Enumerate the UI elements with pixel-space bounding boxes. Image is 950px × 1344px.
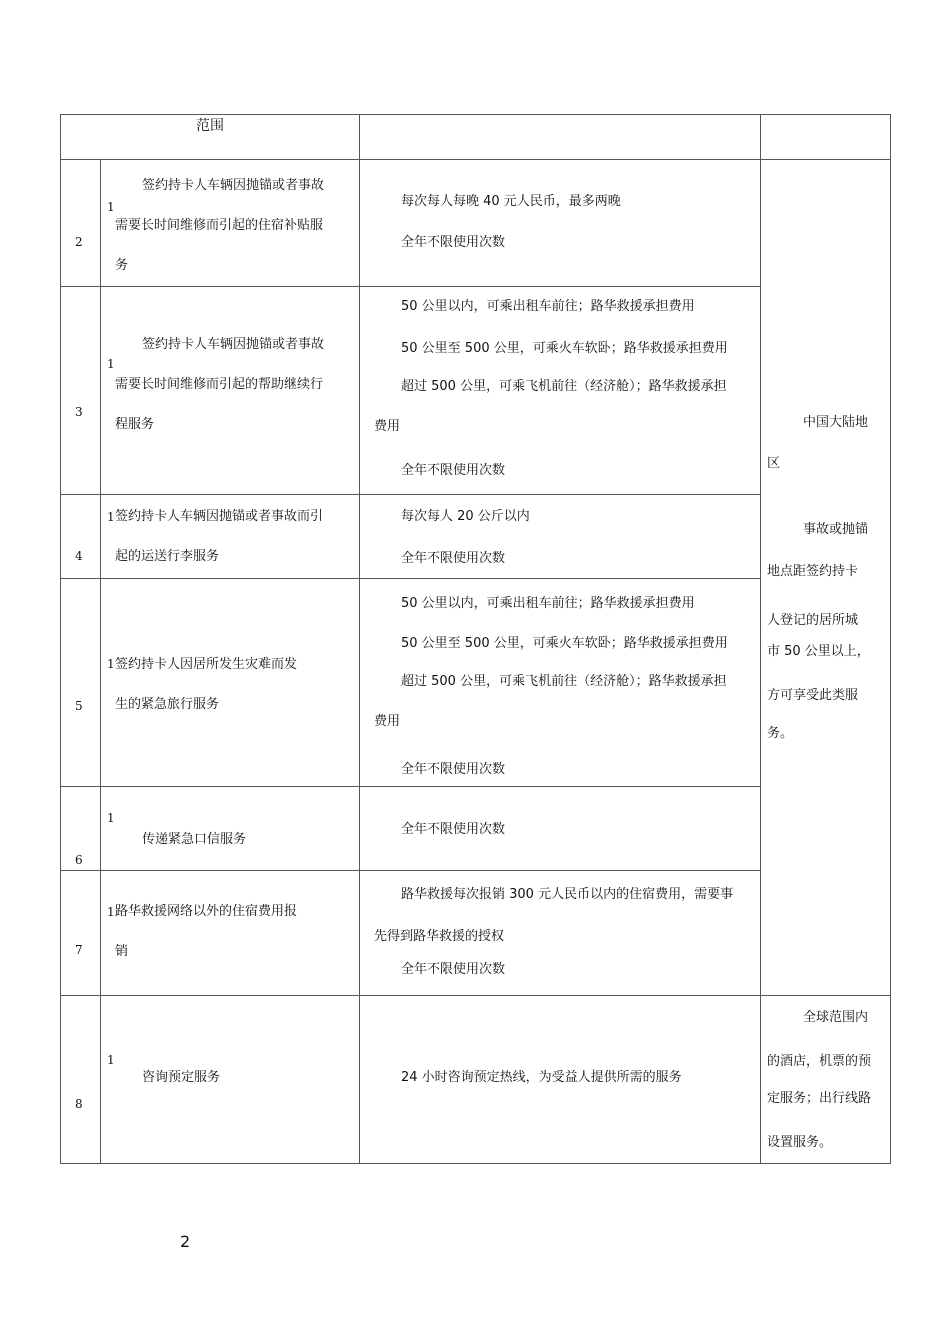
sub-number: 1 bbox=[107, 1053, 115, 1067]
coverage-mainland-cell bbox=[761, 160, 891, 996]
service-name-line: 路华救援网络以外的住宿费用报 bbox=[115, 904, 298, 919]
header-cell-empty bbox=[761, 115, 891, 160]
service-name-line: 生的紧急旅行服务 bbox=[115, 697, 220, 712]
service-desc-cell bbox=[360, 579, 761, 787]
service-name-cell bbox=[101, 160, 360, 287]
coverage-line: 的酒店，机票的预 bbox=[767, 1054, 872, 1069]
table-row bbox=[61, 996, 891, 1164]
sub-number: 1 bbox=[107, 657, 115, 671]
table-header-row bbox=[61, 115, 891, 160]
service-desc-line: 50 公里至 500 公里，可乘火车软卧；路华救援承担费用 bbox=[401, 636, 728, 651]
row-number-cell bbox=[61, 579, 101, 787]
service-name bbox=[115, 1058, 345, 1098]
service-desc-line: 50 公里至 500 公里，可乘火车软卧；路华救援承担费用 bbox=[401, 341, 728, 356]
row-number-cell bbox=[61, 996, 101, 1164]
service-name-line: 签约持卡人车辆因抛锚或者事故 bbox=[142, 178, 325, 193]
service-desc-line: 路华救援每次报销 300 元人民币以内的住宿费用，需要事 bbox=[401, 887, 734, 902]
service-desc-line: 50 公里以内，可乘出租车前往；路华救援承担费用 bbox=[401, 596, 695, 611]
service-name-cell bbox=[101, 996, 360, 1164]
row-number: 3 bbox=[75, 405, 83, 419]
sub-number: 1 bbox=[107, 357, 115, 371]
row-number: 5 bbox=[75, 699, 83, 713]
coverage-line: 设置服务。 bbox=[767, 1135, 833, 1150]
service-desc-line: 全年不限使用次数 bbox=[401, 235, 506, 250]
service-name-cell bbox=[101, 787, 360, 871]
coverage-line: 方可享受此类服 bbox=[767, 688, 859, 703]
service-name-line: 咨询预定服务 bbox=[142, 1070, 221, 1085]
coverage-line: 区 bbox=[767, 456, 781, 471]
table-row bbox=[61, 160, 891, 287]
scope-header: 范围 bbox=[196, 118, 224, 134]
service-name bbox=[115, 645, 345, 725]
service-desc-cell bbox=[360, 787, 761, 871]
service-desc-cell bbox=[360, 871, 761, 996]
coverage-line: 人登记的居所城 bbox=[767, 613, 859, 628]
row-number: 6 bbox=[75, 853, 83, 867]
coverage-line: 全球范围内 bbox=[803, 1010, 869, 1025]
row-number: 2 bbox=[75, 235, 83, 249]
service-desc-line: 50 公里以内，可乘出租车前往；路华救援承担费用 bbox=[401, 299, 695, 314]
service-desc-cell bbox=[360, 495, 761, 579]
sub-number: 1 bbox=[107, 510, 115, 524]
service-name-line: 签约持卡人车辆因抛锚或者事故而引 bbox=[115, 509, 324, 524]
service-name-cell bbox=[101, 287, 360, 495]
header-cell-empty bbox=[360, 115, 761, 160]
sub-number: 1 bbox=[107, 905, 115, 919]
service-name bbox=[115, 166, 345, 286]
service-name-line: 需要长时间维修而引起的帮助继续行 bbox=[115, 377, 324, 392]
row-number: 7 bbox=[75, 943, 83, 957]
service-name-line: 传递紧急口信服务 bbox=[142, 832, 247, 847]
service-name-line: 务 bbox=[115, 258, 129, 273]
coverage-line: 事故或抛锚 bbox=[803, 522, 869, 537]
row-number: 4 bbox=[75, 549, 83, 563]
service-name bbox=[115, 892, 345, 972]
service-name-cell bbox=[101, 871, 360, 996]
row-number-cell bbox=[61, 495, 101, 579]
service-desc-line: 每次每人 20 公斤以内 bbox=[401, 509, 530, 524]
service-desc-line: 先得到路华救援的授权 bbox=[374, 929, 505, 944]
service-name-line: 签约持卡人车辆因抛锚或者事故 bbox=[142, 337, 325, 352]
service-desc-line: 费用 bbox=[374, 714, 401, 729]
service-name bbox=[115, 325, 345, 445]
service-desc-cell bbox=[360, 160, 761, 287]
sub-number: 1 bbox=[107, 811, 115, 825]
service-name-line: 签约持卡人因居所发生灾难而发 bbox=[115, 657, 298, 672]
row-number-cell bbox=[61, 287, 101, 495]
coverage-line: 中国大陆地 bbox=[803, 415, 869, 430]
service-name bbox=[115, 820, 345, 860]
coverage-line: 地点距签约持卡 bbox=[767, 564, 859, 579]
service-name-line: 销 bbox=[115, 944, 129, 959]
service-desc-line: 全年不限使用次数 bbox=[401, 463, 506, 478]
coverage-global-cell bbox=[761, 996, 891, 1164]
service-name-cell bbox=[101, 579, 360, 787]
service-desc-line: 超过 500 公里，可乘飞机前往（经济舱）；路华救援承担 bbox=[401, 674, 727, 689]
row-number: 8 bbox=[75, 1097, 83, 1111]
service-desc-line: 全年不限使用次数 bbox=[401, 762, 506, 777]
coverage-line: 市 50 公里以上， bbox=[767, 644, 870, 659]
coverage-line: 定服务；出行线路 bbox=[767, 1091, 872, 1106]
page-number: 2 bbox=[180, 1232, 191, 1251]
service-desc-line: 全年不限使用次数 bbox=[401, 551, 506, 566]
service-name-line: 起的运送行李服务 bbox=[115, 549, 220, 564]
row-number-cell bbox=[61, 787, 101, 871]
sub-number: 1 bbox=[107, 200, 115, 214]
service-desc-line: 24 小时咨询预定热线，为受益人提供所需的服务 bbox=[401, 1070, 682, 1085]
coverage-line: 务。 bbox=[767, 726, 794, 741]
service-desc-line: 超过 500 公里，可乘飞机前往（经济舱）；路华救援承担 bbox=[401, 379, 727, 394]
service-table bbox=[60, 114, 891, 1164]
service-desc-line: 全年不限使用次数 bbox=[401, 962, 506, 977]
service-desc-line: 每次每人每晚 40 元人民币，最多两晚 bbox=[401, 194, 621, 209]
service-desc-line: 全年不限使用次数 bbox=[401, 822, 506, 837]
service-desc-cell bbox=[360, 996, 761, 1164]
service-name-cell bbox=[101, 495, 360, 579]
service-desc-cell bbox=[360, 287, 761, 495]
service-name-line: 程服务 bbox=[115, 417, 155, 432]
service-desc-line: 费用 bbox=[374, 419, 401, 434]
service-name bbox=[115, 497, 345, 577]
service-name-line: 需要长时间维修而引起的住宿补贴服 bbox=[115, 218, 324, 233]
row-number-cell bbox=[61, 160, 101, 287]
row-number-cell bbox=[61, 871, 101, 996]
scope-header-cell bbox=[61, 115, 360, 160]
